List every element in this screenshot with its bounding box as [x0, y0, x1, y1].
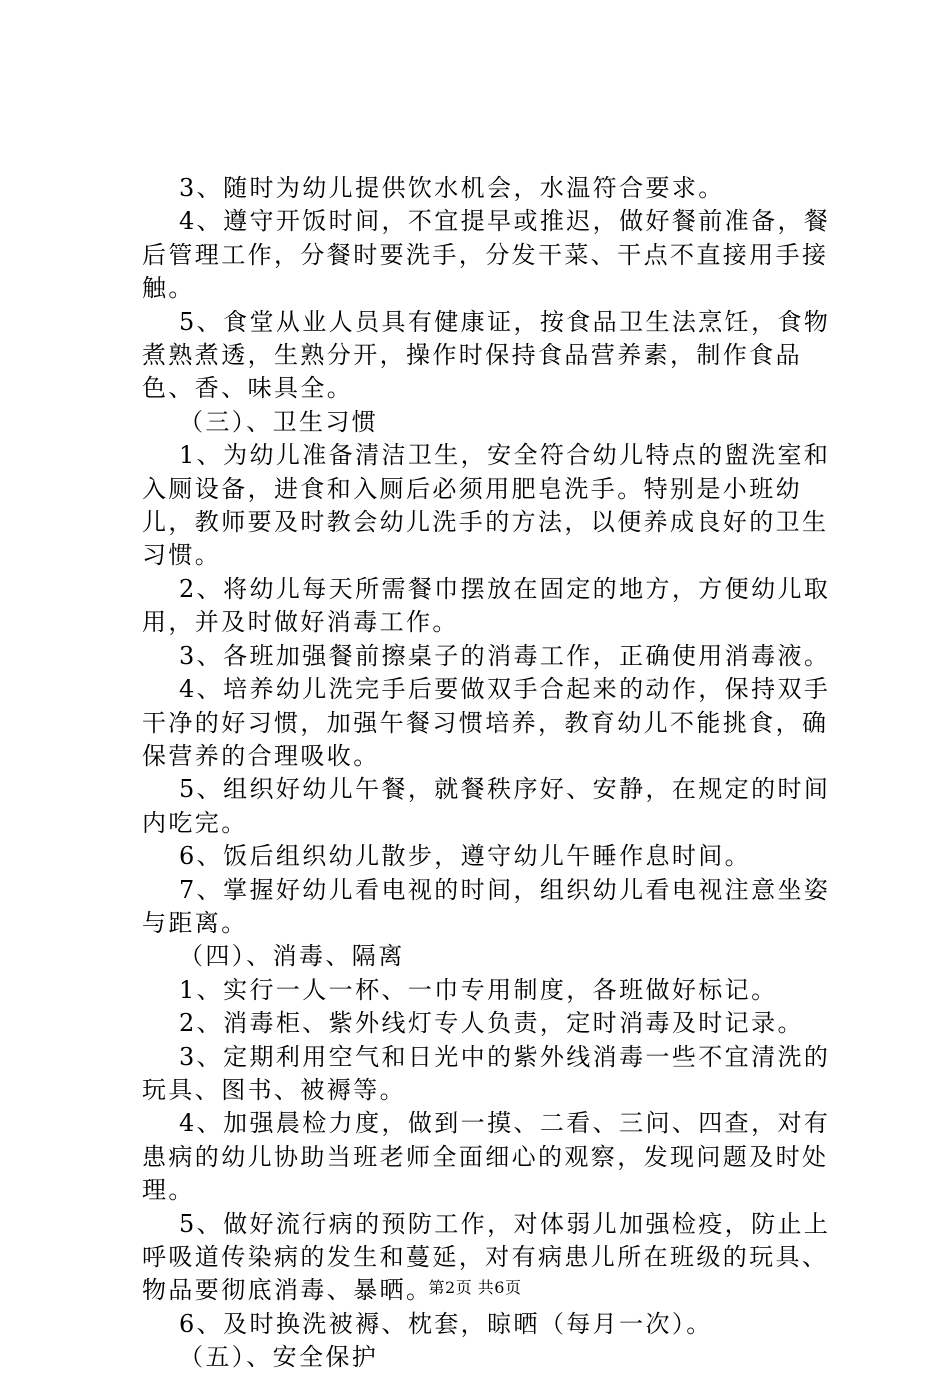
paragraph-hand-habits: 4、培养幼儿洗完手后要做双手合起来的动作，保持双手干净的好习惯，加强午餐习惯培养，教育幼儿不能挑食，确保营养的合理吸收。 [142, 675, 831, 770]
document-body [142, 172, 842, 1375]
paragraph-lunch: 5、组织好幼儿午餐，就餐秩序好、安静，在规定的时间内吃完。 [142, 775, 831, 837]
paragraph-canteen-staff: 5、食堂从业人员具有健康证，按食品卫生法烹饪，食物煮熟煮透，生熟分开，操作时保持食品营养素，制作食品色、香、味具全。 [142, 307, 831, 403]
paragraph-washroom: 1、为幼儿准备清洁卫生，安全符合幼儿特点的盥洗室和入厕设备，进食和入厕后必须用肥皂洗手。特别是小班幼儿，教师要及时教会幼儿洗手的方法，以便养成良好的卫生习惯。 [142, 441, 831, 570]
paragraph-table-disinfection: 3、各班加强餐前擦桌子的消毒工作，正确使用消毒液。 [179, 641, 831, 670]
paragraph-cup-towel: 1、实行一人一杯、一巾专用制度，各班做好标记。 [179, 975, 778, 1004]
paragraph-drinking-water: 3、随时为幼儿提供饮水机会，水温符合要求。 [179, 174, 725, 202]
paragraph-napkins: 2、将幼儿每天所需餐巾摆放在固定的地方，方便幼儿取用，并及时做好消毒工作。 [142, 574, 831, 637]
paragraph-sunlight-disinfection: 3、定期利用空气和日光中的紫外线消毒一些不宜清洗的玩具、图书、被褥等。 [142, 1042, 831, 1104]
section-heading-hygiene-habits: （三）、卫生习惯 [179, 407, 379, 436]
section-heading-disinfection-isolation: （四）、消毒、隔离 [179, 942, 405, 971]
paragraph-epidemic-prevention: 5、做好流行病的预防工作，对体弱儿加强检疫，防止上呼吸道传染病的发生和蔓延，对有病患儿所在班级的玩具、物品要彻底消毒、暴晒。 [142, 1209, 831, 1305]
paragraph-bedding: 6、及时换洗被褥、枕套，晾晒（每月一次）。 [179, 1309, 713, 1338]
paragraph-tv: 7、掌握好幼儿看电视的时间，组织幼儿看电视注意坐姿与距离。 [142, 875, 831, 937]
section-heading-safety-protection: （五）、安全保护 [179, 1343, 379, 1372]
paragraph-uv-lamp: 2、消毒柜、紫外线灯专人负责，定时消毒及时记录。 [179, 1009, 804, 1038]
paragraph-meal-time: 4、遵守开饭时间，不宜提早或推迟，做好餐前准备，餐后管理工作，分餐时要洗手，分发干菜、干点不直接用手接触。 [142, 207, 831, 303]
paragraph-walk-nap: 6、饭后组织幼儿散步，遵守幼儿午睡作息时间。 [179, 842, 752, 871]
paragraph-morning-check: 4、加强晨检力度，做到一摸、二看、三问、四查，对有患病的幼儿协助当班老师全面细心的观察，发现问题及时处理。 [142, 1109, 831, 1205]
page-number-footer: 第2页 共6页 [428, 1278, 522, 1297]
